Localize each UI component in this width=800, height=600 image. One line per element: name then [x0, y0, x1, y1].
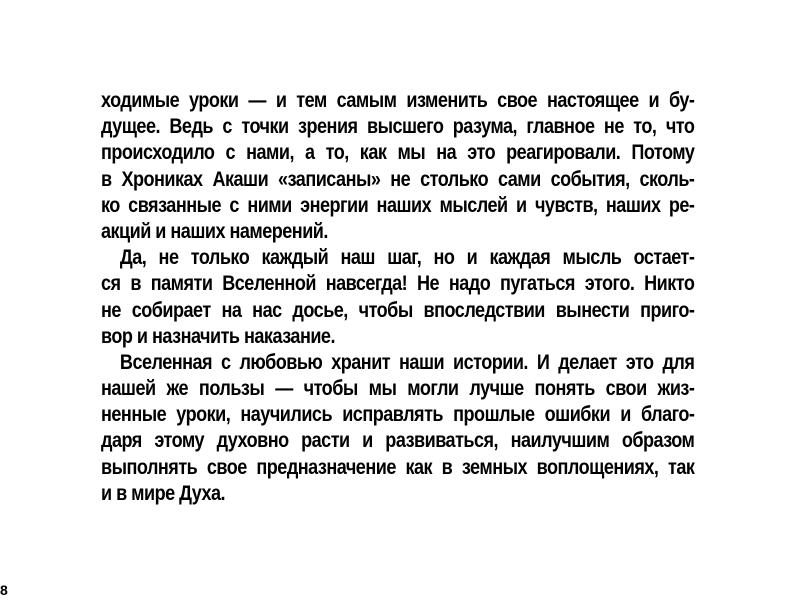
text-line: происходило с нами, а то, как мы на это реагировали. Потому: [101, 141, 695, 165]
text-line: Да, не только каждый наш шаг, но и каждая мысль остает-: [119, 246, 695, 270]
paragraph-2: [101, 245, 695, 350]
text-line: ко связанные с ними энергии наших мыслей и чувств, наших ре-: [101, 193, 695, 217]
text-line: ненные уроки, научились исправлять прошлые ошибки и благо-: [101, 403, 695, 427]
text-line: в Хрониках Акаши «записаны» не столько сами события, сколь-: [101, 167, 695, 191]
text-line: акций и наших намерений.: [101, 219, 328, 243]
page-number: 8: [0, 582, 8, 598]
text-line: вор и назначить наказание.: [101, 324, 335, 348]
paragraph-3: [101, 350, 695, 507]
text-line: и в мире Духа.: [101, 481, 226, 505]
text-line: ся в памяти Вселенной навсегда! Не надо пугаться этого. Никто: [101, 272, 695, 296]
paragraph-1: [101, 88, 695, 245]
text-line: дущее. Ведь с точки зрения высшего разума, главное не то, что: [101, 115, 695, 139]
text-line: ходимые уроки — и тем самым изменить свое настоящее и бу-: [101, 89, 695, 112]
text-line: выполнять свое предназначение как в земных воплощениях, так: [101, 455, 695, 479]
text-line: даря этому духовно расти и развиваться, наилучшим образом: [101, 429, 695, 453]
text-line: нашей же пользы — чтобы мы могли лучше понять свои жиз-: [101, 377, 695, 401]
body-text: [101, 88, 695, 507]
text-line: не собирает на нас досье, чтобы впоследствии вынести приго-: [101, 298, 695, 322]
text-line: Вселенная с любовью хранит наши истории. И делает это для: [119, 350, 695, 374]
